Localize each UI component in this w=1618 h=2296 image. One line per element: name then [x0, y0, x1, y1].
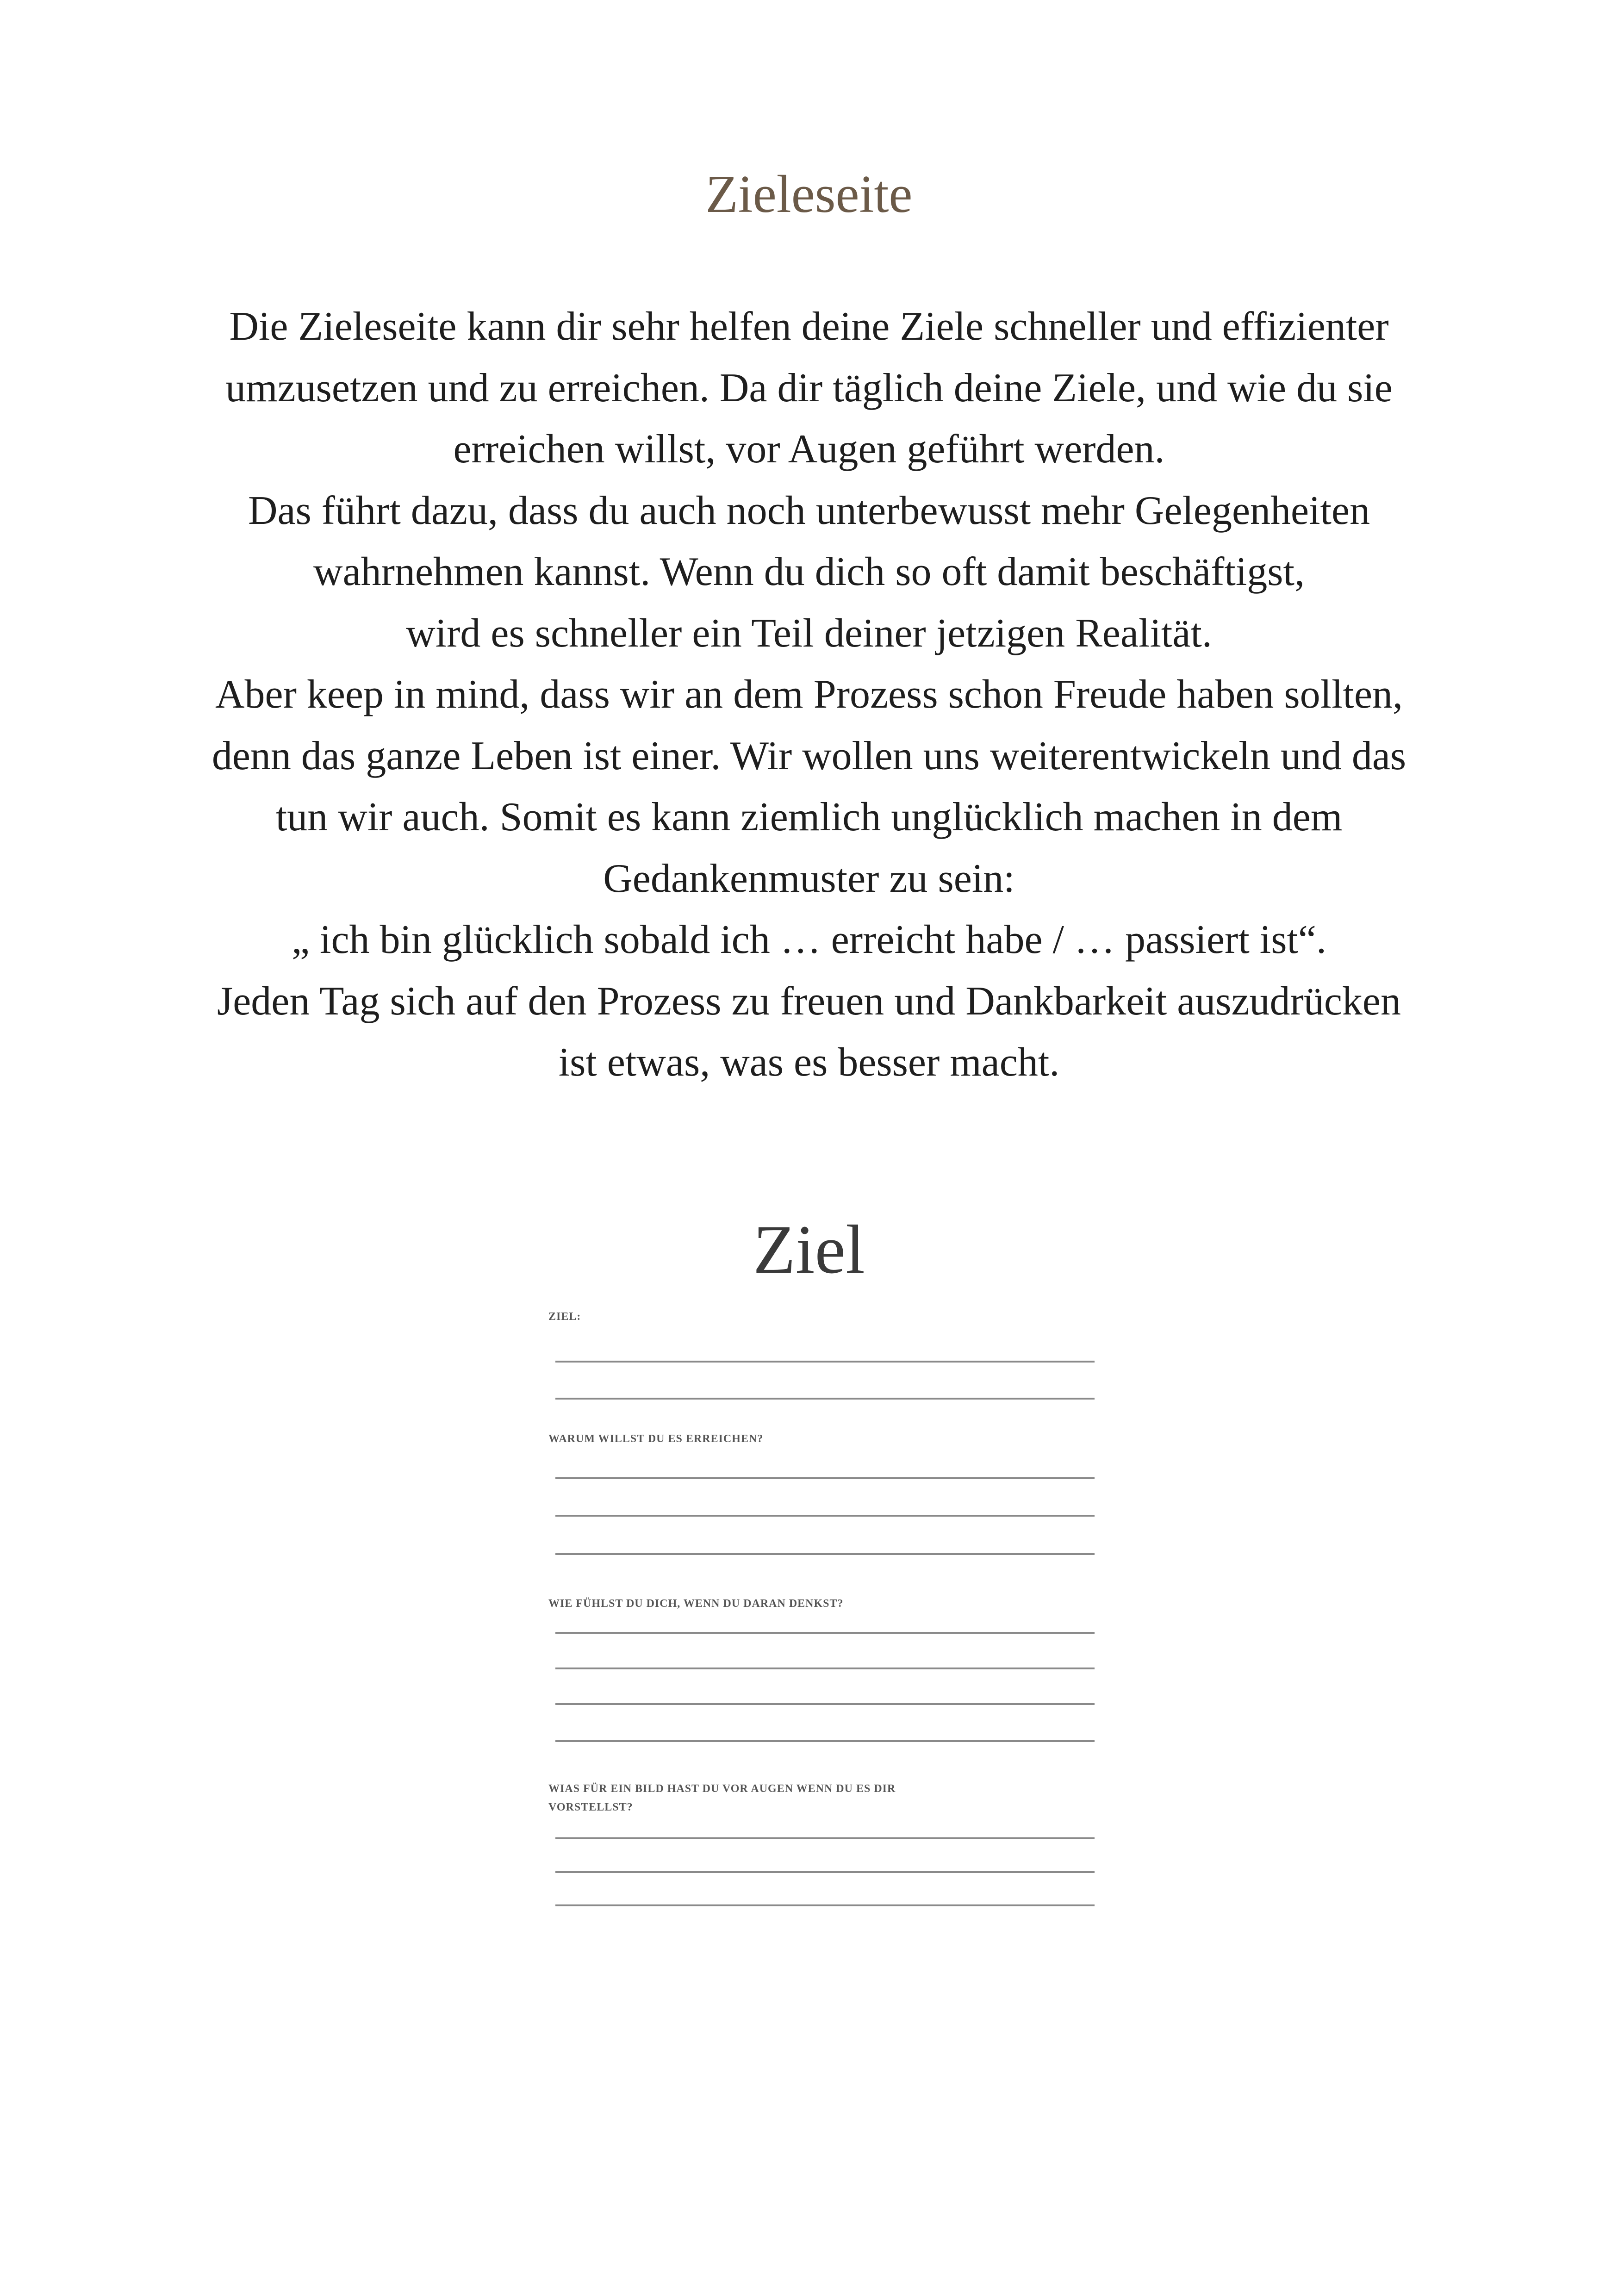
write-line[interactable]: [555, 1398, 1095, 1400]
intro-line: wahrnehmen kannst. Wenn du dich so oft damit beschäftigst,: [313, 549, 1305, 594]
write-line[interactable]: [555, 1740, 1095, 1742]
field-label-picture-line-2: VORSTELLST?: [548, 1801, 633, 1813]
field-label-goal: ZIEL:: [548, 1311, 581, 1323]
page-title: Zieleseite: [705, 165, 913, 224]
intro-line: ist etwas, was es besser macht.: [558, 1040, 1060, 1085]
intro-paragraph: [139, 296, 1479, 1094]
write-line[interactable]: [555, 1632, 1095, 1634]
intro-line: Gedankenmuster zu sein:: [603, 856, 1015, 901]
intro-line: Jeden Tag sich auf den Prozess zu freuen und Dankbarkeit auszudrücken: [217, 978, 1401, 1024]
field-label-picture-line-1: WIAS FÜR EIN BILD HAST DU VOR AUGEN WENN DU ES DIR: [548, 1783, 896, 1795]
field-label-why: WARUM WILLST DU ES ERREICHEN?: [548, 1433, 764, 1445]
write-line[interactable]: [555, 1477, 1095, 1479]
intro-line: Das führt dazu, dass du auch noch unterbewusst mehr Gelegenheiten: [248, 488, 1370, 533]
write-line[interactable]: [555, 1553, 1095, 1555]
intro-line: erreichen willst, vor Augen geführt werden.: [453, 427, 1165, 472]
intro-line: umzusetzen und zu erreichen. Da dir täglich deine Ziele, und wie du sie: [225, 365, 1393, 411]
intro-line: denn das ganze Leben ist einer. Wir wollen uns weiterentwickeln und das: [212, 733, 1406, 778]
write-line[interactable]: [555, 1871, 1095, 1873]
write-line[interactable]: [555, 1904, 1095, 1906]
write-line[interactable]: [555, 1837, 1095, 1839]
intro-line: wird es schneller ein Teil deiner jetzigen Realität.: [406, 610, 1212, 656]
field-label-feeling: WIE FÜHLST DU DICH, WENN DU DARAN DENKST?: [548, 1598, 844, 1610]
write-line[interactable]: [555, 1703, 1095, 1705]
write-line[interactable]: [555, 1668, 1095, 1669]
intro-line: „ ich bin glücklich sobald ich … erreicht habe / … passiert ist“.: [291, 917, 1326, 962]
worksheet-title: Ziel: [753, 1211, 865, 1288]
intro-line: Aber keep in mind, dass wir an dem Prozess schon Freude haben sollten,: [215, 672, 1403, 717]
intro-line: Die Zieleseite kann dir sehr helfen deine Ziele schneller und effizienter: [229, 304, 1389, 349]
write-line[interactable]: [555, 1361, 1095, 1363]
write-line[interactable]: [555, 1515, 1095, 1517]
intro-line: tun wir auch. Somit es kann ziemlich unglücklich machen in dem: [275, 795, 1343, 840]
